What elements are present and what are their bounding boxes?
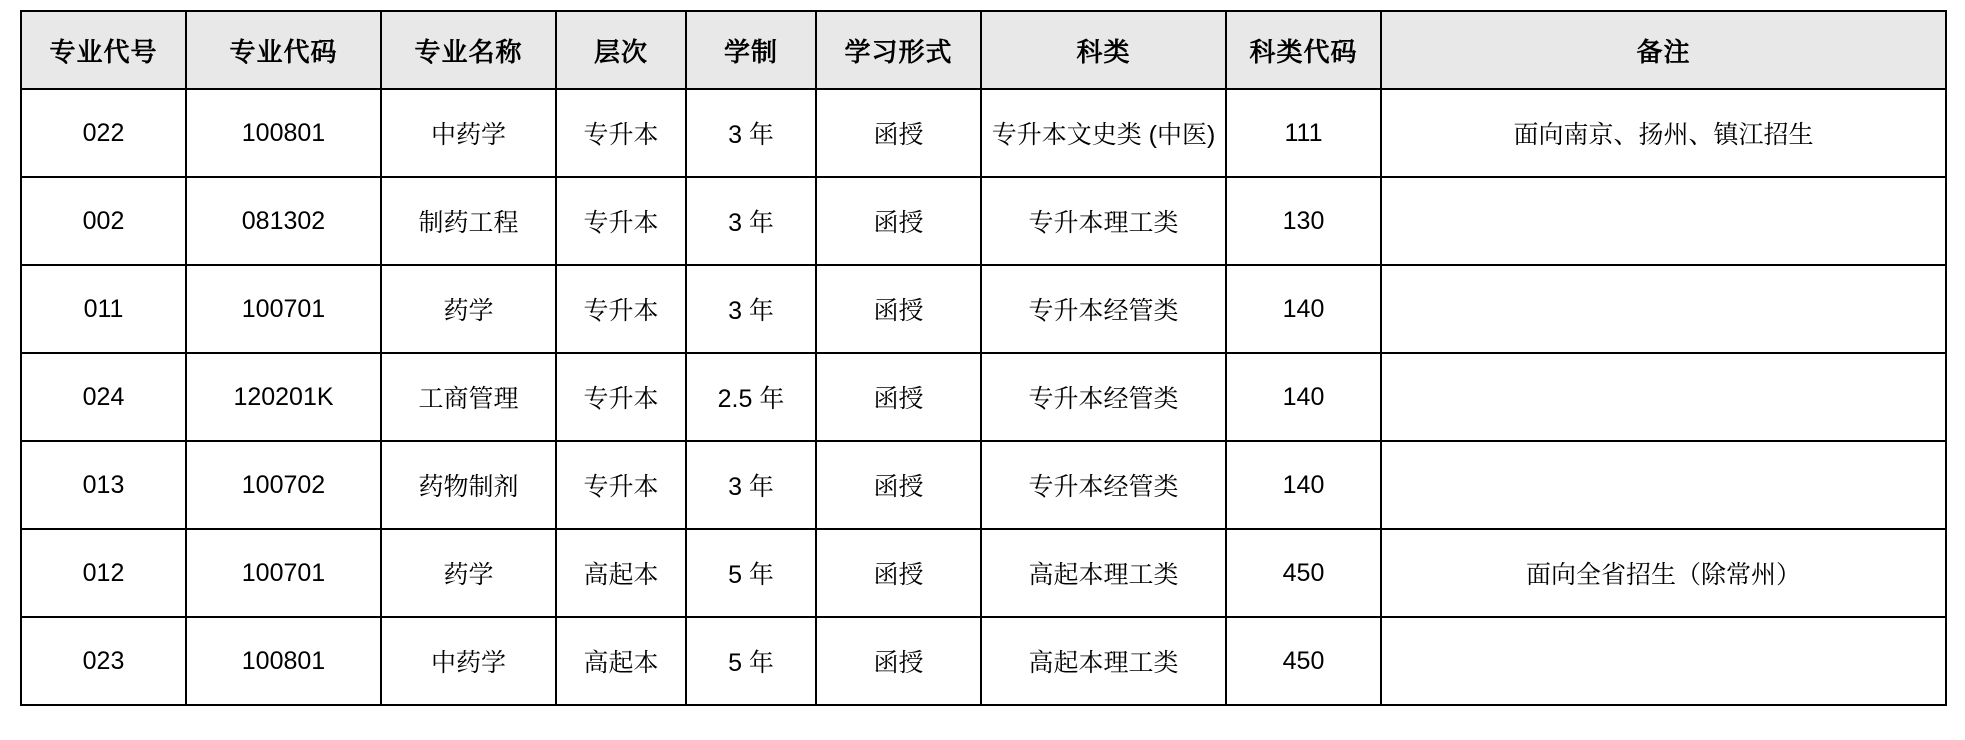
table-row [21,617,1946,705]
cell-category-code: 450 [1226,529,1381,617]
cell-category: 专升本经管类 [981,441,1226,529]
cell-note [1381,353,1946,441]
cell-category-code: 140 [1226,441,1381,529]
cell-duration: 3 年 [686,265,816,353]
cell-study-form: 函授 [816,265,981,353]
table-header [21,11,1946,89]
cell-category: 高起本理工类 [981,617,1226,705]
cell-major-code: 100701 [186,265,381,353]
cell-study-form: 函授 [816,529,981,617]
cell-duration: 3 年 [686,89,816,177]
cell-level: 专升本 [556,353,686,441]
cell-major-no: 002 [21,177,186,265]
cell-category: 高起本理工类 [981,529,1226,617]
cell-level: 高起本 [556,529,686,617]
cell-major-name: 药学 [381,265,556,353]
cell-duration: 3 年 [686,177,816,265]
column-header-category: 科类 [981,11,1226,89]
cell-note: 面向南京、扬州、镇江招生 [1381,89,1946,177]
cell-note [1381,617,1946,705]
cell-major-no: 023 [21,617,186,705]
cell-study-form: 函授 [816,177,981,265]
cell-study-form: 函授 [816,441,981,529]
cell-major-no: 012 [21,529,186,617]
cell-major-no: 013 [21,441,186,529]
cell-major-code: 100702 [186,441,381,529]
cell-major-name: 中药学 [381,89,556,177]
cell-duration: 2.5 年 [686,353,816,441]
cell-category-code: 111 [1226,89,1381,177]
cell-category: 专升本经管类 [981,265,1226,353]
cell-category-code: 130 [1226,177,1381,265]
column-header-category-code: 科类代码 [1226,11,1381,89]
cell-major-no: 024 [21,353,186,441]
table-row [21,265,1946,353]
cell-major-name: 制药工程 [381,177,556,265]
cell-study-form: 函授 [816,617,981,705]
column-header-major-code: 专业代码 [186,11,381,89]
cell-level: 专升本 [556,177,686,265]
cell-major-no: 022 [21,89,186,177]
cell-note: 面向全省招生（除常州） [1381,529,1946,617]
cell-major-name: 药学 [381,529,556,617]
cell-level: 高起本 [556,617,686,705]
table-row [21,177,1946,265]
cell-major-code: 081302 [186,177,381,265]
column-header-level: 层次 [556,11,686,89]
cell-category-code: 450 [1226,617,1381,705]
cell-note [1381,177,1946,265]
column-header-major-no: 专业代号 [21,11,186,89]
column-header-note: 备注 [1381,11,1946,89]
cell-major-code: 100801 [186,89,381,177]
cell-major-code: 100801 [186,617,381,705]
cell-category: 专升本文史类 (中医) [981,89,1226,177]
cell-major-code: 100701 [186,529,381,617]
column-header-study-form: 学习形式 [816,11,981,89]
cell-category: 专升本经管类 [981,353,1226,441]
cell-category-code: 140 [1226,265,1381,353]
table-row [21,529,1946,617]
table-row [21,353,1946,441]
table-row [21,89,1946,177]
cell-level: 专升本 [556,441,686,529]
cell-level: 专升本 [556,265,686,353]
cell-major-no: 011 [21,265,186,353]
cell-major-code: 120201K [186,353,381,441]
cell-duration: 5 年 [686,529,816,617]
cell-major-name: 药物制剂 [381,441,556,529]
cell-level: 专升本 [556,89,686,177]
major-enrollment-table [20,10,1947,706]
cell-duration: 3 年 [686,441,816,529]
column-header-duration: 学制 [686,11,816,89]
cell-duration: 5 年 [686,617,816,705]
cell-major-name: 工商管理 [381,353,556,441]
header-row [21,11,1946,89]
cell-category: 专升本理工类 [981,177,1226,265]
cell-study-form: 函授 [816,353,981,441]
cell-note [1381,441,1946,529]
column-header-major-name: 专业名称 [381,11,556,89]
cell-study-form: 函授 [816,89,981,177]
cell-major-name: 中药学 [381,617,556,705]
cell-note [1381,265,1946,353]
cell-category-code: 140 [1226,353,1381,441]
table-row [21,441,1946,529]
table-body [21,89,1946,705]
